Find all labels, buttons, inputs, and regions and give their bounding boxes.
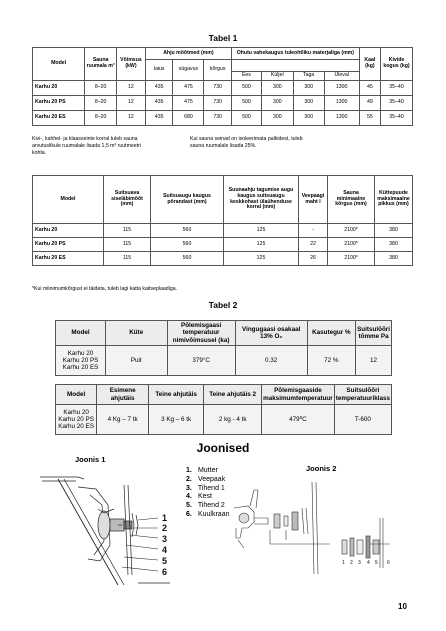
th-suitsuaugu-kaugus: Suitsuaugu kaugus põrandast (mm)	[151, 176, 224, 224]
th-suitsuloori-tomme: Suitsulõõri tõmme Pa	[356, 321, 392, 346]
fig1-num: 5	[162, 556, 168, 566]
th-model: Model	[56, 385, 97, 405]
th-sugavus: sügavus	[173, 60, 204, 81]
tabel3	[55, 384, 392, 435]
th-laius: laius	[145, 60, 173, 81]
legend-item: 6. Kuulkraan	[186, 510, 230, 518]
fig1-num: 2	[162, 523, 168, 533]
joonis1-label: Joonis 1	[75, 455, 106, 464]
table-row: Karhu 20 Karhu 20 PS Karhu 20 ES 4 Kg – 7 tk 3 Kg – 6 tk 2 kg - 4 tk 479⁰C T-600	[56, 405, 392, 435]
fig1-num: 3	[162, 534, 168, 544]
tabel2	[55, 320, 392, 376]
table-row: Karhu 20 PS 8–20 12 435 475 730 500 300 300 1300 49 35–40	[33, 96, 413, 111]
fig1-num: 1	[162, 513, 168, 523]
th-model: Model	[33, 176, 104, 224]
footnote: *Kui miinimumkõrgust ei täideta, tuleb lagi katta kaitseplaadiga.	[32, 286, 178, 292]
legend-item: 5. Tihend 2	[186, 502, 225, 509]
legend-item: 3. Tihend 1	[186, 484, 225, 492]
joonis2-drawing	[230, 478, 405, 578]
th-kaal: Kaal (kg)	[359, 48, 380, 81]
th-esimene: Esimene ahjutäis	[97, 385, 149, 405]
th-tagumise-augu: Suunaahju tagumise augu kaugus suitsuaugu keskkohast ülaühenduse korral (mm)	[224, 176, 299, 224]
note-right: Kui sauna seinad on isoleerimata palkidest, tuleb sauna ruumalale lisada 25%.	[190, 136, 303, 149]
th-suitsuava: Suitsuava siseläbimõõt (mm)	[104, 176, 151, 224]
th-teine: Teine ahjutäis	[149, 385, 204, 405]
th-temperatuuriklass: Suitsulõõri temperatuuriklass	[334, 385, 391, 405]
legend-item: 1. Mutter	[186, 467, 218, 474]
fig2-num: 3	[358, 560, 361, 566]
th-vingugaasi: Vingugaasi osakaal 13% O₂	[235, 321, 307, 346]
legend-item: 4. Kest	[186, 493, 212, 501]
th-ohutu: Ohutu vahekaugus tuleohtliku materjaliga (mm)	[232, 48, 360, 60]
tabel2-title: Tabel 2	[208, 300, 238, 310]
th-veepaagi: Veepaagi maht l	[299, 176, 328, 224]
th-taga: Taga	[293, 72, 324, 81]
th-teine-2: Teine ahjutäis 2	[204, 385, 262, 405]
figure-legend	[186, 467, 229, 520]
th-ahju: Ahju mõõtmed (mm)	[145, 48, 231, 60]
th-kasutegur: Kasutegur %	[307, 321, 356, 346]
fig1-num: 4	[162, 545, 168, 555]
tabel1-title: Tabel 1	[208, 33, 238, 43]
fig2-num: 1	[342, 560, 345, 566]
th-ulleval: Üleval	[324, 72, 359, 81]
table-row: Karhu 20 PS 115 560 125 22 2100* 380	[33, 238, 413, 252]
table-row: Karhu 20 ES 8–20 12 435 680 730 500 300 300 1300 55 35–40	[33, 111, 413, 126]
th-kuttepuude: Küttepuude maksimaalne pikkus (mm)	[375, 176, 413, 224]
th-voimsus: Võimsus (kW)	[117, 48, 146, 81]
th-kuljel: Küljel	[261, 72, 293, 81]
fig2-num: 5	[375, 560, 378, 566]
th-maksimumtemp: Põlemisgaaside maksimumtemperatuur	[262, 385, 335, 405]
th-ees: Ees	[232, 72, 262, 81]
th-korgus: kõrgus	[204, 60, 232, 81]
fig2-num: 4	[367, 560, 370, 566]
th-sauna-korgus: Sauna minimaalne kõrgus (mm)	[328, 176, 375, 224]
th-polemisgaasi: Põlemisgaasi temperatuur nimivõimsusel (ka)	[167, 321, 235, 346]
th-model: Model	[56, 321, 106, 346]
fig2-num: 6	[387, 560, 390, 566]
table-row: Karhu 20 115 560 125 - 2100* 380	[33, 224, 413, 238]
tabel1	[32, 47, 413, 126]
table-row: Karhu 20 Karhu 20 PS Karhu 20 ES Puit 379°C 0.32 72 % 12	[56, 346, 392, 376]
table-row: Karhu 20 ES 115 560 125 26 2100* 380	[33, 252, 413, 266]
note-left: Kivi-, kahhel- ja klaasseinte korral tuleb sauna arvutuslikule ruumalale lisada 1,5 m³ ruutmeetri kohta.	[32, 136, 141, 156]
fig2-num: 2	[350, 560, 353, 566]
joonis2-label: Joonis 2	[306, 464, 337, 473]
model-cell: Karhu 20 Karhu 20 PS Karhu 20 ES	[56, 405, 97, 435]
th-model: Model	[33, 48, 85, 81]
th-kute: Küte	[106, 321, 167, 346]
model-cell: Karhu 20 Karhu 20 PS Karhu 20 ES	[56, 346, 106, 376]
th-kivide: Kivide kogus (kg)	[381, 48, 413, 81]
joonis1-drawing	[38, 465, 178, 593]
th-sauna: Sauna ruumala m³	[85, 48, 117, 81]
tabel1b	[32, 175, 413, 266]
joonised-title: Joonised	[196, 441, 250, 455]
fig1-num: 6	[162, 567, 168, 577]
legend-item: 2. Veepaak	[186, 475, 226, 483]
table-row: Karhu 20 8–20 12 435 475 730 500 300 300 1300 45 35–40	[33, 81, 413, 96]
page-number: 10	[398, 602, 407, 611]
